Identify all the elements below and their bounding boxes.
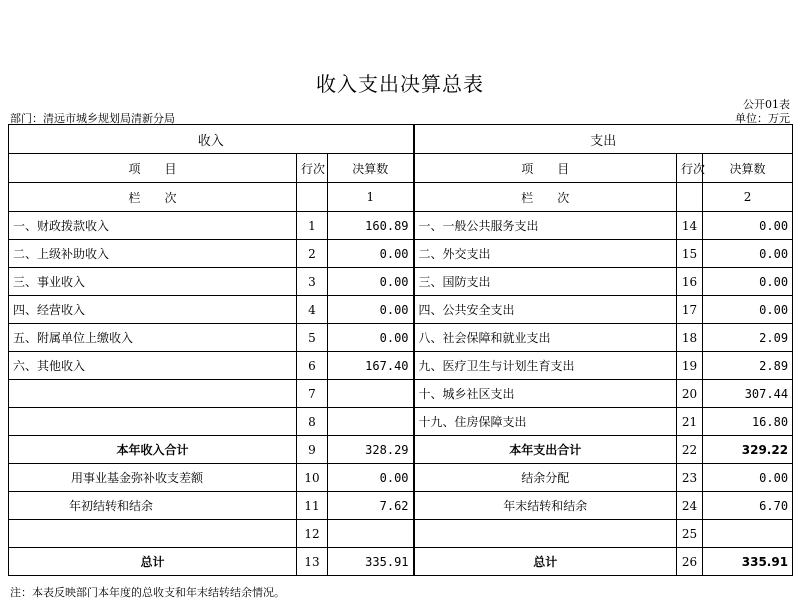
income-line-no: 3	[297, 268, 328, 296]
income-total-label: 本年收入合计	[9, 436, 297, 464]
expense-item: 四、公共安全支出	[414, 296, 677, 324]
income-item-header: 项 目	[9, 154, 297, 183]
expense-amount: 16.80	[703, 408, 793, 436]
income-amount: 0.00	[328, 240, 414, 268]
surplus-distribution-label: 结余分配	[414, 464, 677, 492]
income-item: 二、上级补助收入	[9, 240, 297, 268]
expense-column-label: 栏 次	[414, 183, 677, 212]
expense-item: 九、医疗卫生与计划生育支出	[414, 352, 677, 380]
table-row	[9, 520, 793, 548]
income-line-no: 6	[297, 352, 328, 380]
grand-total-income-label: 总计	[9, 548, 297, 576]
table-row	[9, 212, 793, 240]
table-row	[9, 324, 793, 352]
fund-offset-line-no: 10	[297, 464, 328, 492]
table-row	[9, 464, 793, 492]
section-header-row	[9, 125, 793, 154]
expense-column-number: 2	[703, 183, 793, 212]
expense-line-no: 18	[677, 324, 703, 352]
empty-cell	[328, 520, 414, 548]
income-line-no: 5	[297, 324, 328, 352]
expense-item: 三、国防支出	[414, 268, 677, 296]
income-line-no: 1	[297, 212, 328, 240]
ending-balance-line-no: 24	[677, 492, 703, 520]
page-title: 收入支出决算总表	[316, 72, 484, 96]
income-amount: 0.00	[328, 324, 414, 352]
surplus-distribution-line-no: 23	[677, 464, 703, 492]
ending-balance-amount: 6.70	[703, 492, 793, 520]
fund-offset-amount: 0.00	[328, 464, 414, 492]
expense-amount: 0.00	[703, 268, 793, 296]
income-amount	[328, 408, 414, 436]
income-line-no: 8	[297, 408, 328, 436]
fund-offset-label: 用事业基金弥补收支差额	[9, 464, 297, 492]
expense-item-header: 项 目	[414, 154, 677, 183]
income-item	[9, 380, 297, 408]
ending-balance-label: 年末结转和结余	[414, 492, 677, 520]
expense-line-no: 17	[677, 296, 703, 324]
income-amount: 0.00	[328, 296, 414, 324]
expense-line-no: 20	[677, 380, 703, 408]
income-amount	[328, 380, 414, 408]
expense-total-label: 本年支出合计	[414, 436, 677, 464]
table-row	[9, 296, 793, 324]
income-item: 一、财政拨款收入	[9, 212, 297, 240]
income-item: 五、附属单位上缴收入	[9, 324, 297, 352]
expense-amount: 0.00	[703, 296, 793, 324]
expense-item: 八、社会保障和就业支出	[414, 324, 677, 352]
empty-cell	[677, 183, 703, 212]
income-column-label: 栏 次	[9, 183, 297, 212]
blank-income-line-no: 12	[297, 520, 328, 548]
empty-cell	[9, 520, 297, 548]
grand-total-expense-line-no: 26	[677, 548, 703, 576]
form-number: 公开01表	[743, 98, 790, 111]
expense-line-no: 21	[677, 408, 703, 436]
annual-total-row	[9, 436, 793, 464]
expense-total-line-no: 22	[677, 436, 703, 464]
unit-label: 单位：万元	[735, 112, 790, 125]
income-item: 四、经营收入	[9, 296, 297, 324]
blank-expense-line-no: 25	[677, 520, 703, 548]
beginning-balance-label: 年初结转和结余	[9, 492, 297, 520]
beginning-balance-line-no: 11	[297, 492, 328, 520]
income-total-amount: 328.29	[328, 436, 414, 464]
income-item: 三、事业收入	[9, 268, 297, 296]
expense-line-no: 14	[677, 212, 703, 240]
expense-amount: 0.00	[703, 212, 793, 240]
income-column-number: 1	[328, 183, 414, 212]
expense-item: 十九、住房保障支出	[414, 408, 677, 436]
expense-amount: 0.00	[703, 240, 793, 268]
grand-total-income-amount: 335.91	[328, 548, 414, 576]
expense-amount: 2.09	[703, 324, 793, 352]
column-header-row	[9, 154, 793, 183]
table-row	[9, 492, 793, 520]
empty-cell	[414, 520, 677, 548]
grand-total-expense-amount: 335.91	[703, 548, 793, 576]
income-line-header: 行次	[297, 154, 328, 183]
expense-line-no: 16	[677, 268, 703, 296]
department-label: 部门：清远市城乡规划局清新分局	[10, 112, 175, 125]
income-amount: 0.00	[328, 268, 414, 296]
expense-item: 二、外交支出	[414, 240, 677, 268]
expense-amount-header: 决算数	[703, 154, 793, 183]
table-row	[9, 352, 793, 380]
table-row	[9, 408, 793, 436]
expense-line-header: 行次	[677, 154, 703, 183]
grand-total-expense-label: 总计	[414, 548, 677, 576]
income-amount: 160.89	[328, 212, 414, 240]
table-row	[9, 380, 793, 408]
expense-item: 一、一般公共服务支出	[414, 212, 677, 240]
income-total-line-no: 9	[297, 436, 328, 464]
income-header: 收入	[9, 125, 414, 154]
income-amount: 167.40	[328, 352, 414, 380]
grand-total-row	[9, 548, 793, 576]
grand-total-income-line-no: 13	[297, 548, 328, 576]
expense-line-no: 19	[677, 352, 703, 380]
income-item	[9, 408, 297, 436]
income-line-no: 4	[297, 296, 328, 324]
expense-item: 十、城乡社区支出	[414, 380, 677, 408]
expense-header: 支出	[414, 125, 793, 154]
expense-amount: 307.44	[703, 380, 793, 408]
column-number-row	[9, 183, 793, 212]
table-row	[9, 268, 793, 296]
income-line-no: 7	[297, 380, 328, 408]
beginning-balance-amount: 7.62	[328, 492, 414, 520]
table-row	[9, 240, 793, 268]
empty-cell	[703, 520, 793, 548]
income-item: 六、其他收入	[9, 352, 297, 380]
income-amount-header: 决算数	[328, 154, 414, 183]
expense-amount: 2.89	[703, 352, 793, 380]
income-line-no: 2	[297, 240, 328, 268]
budget-table	[8, 124, 793, 576]
surplus-distribution-amount: 0.00	[703, 464, 793, 492]
footnote: 注：本表反映部门本年度的总收支和年末结转结余情况。	[10, 586, 285, 599]
empty-cell	[297, 183, 328, 212]
expense-total-amount: 329.22	[703, 436, 793, 464]
expense-line-no: 15	[677, 240, 703, 268]
